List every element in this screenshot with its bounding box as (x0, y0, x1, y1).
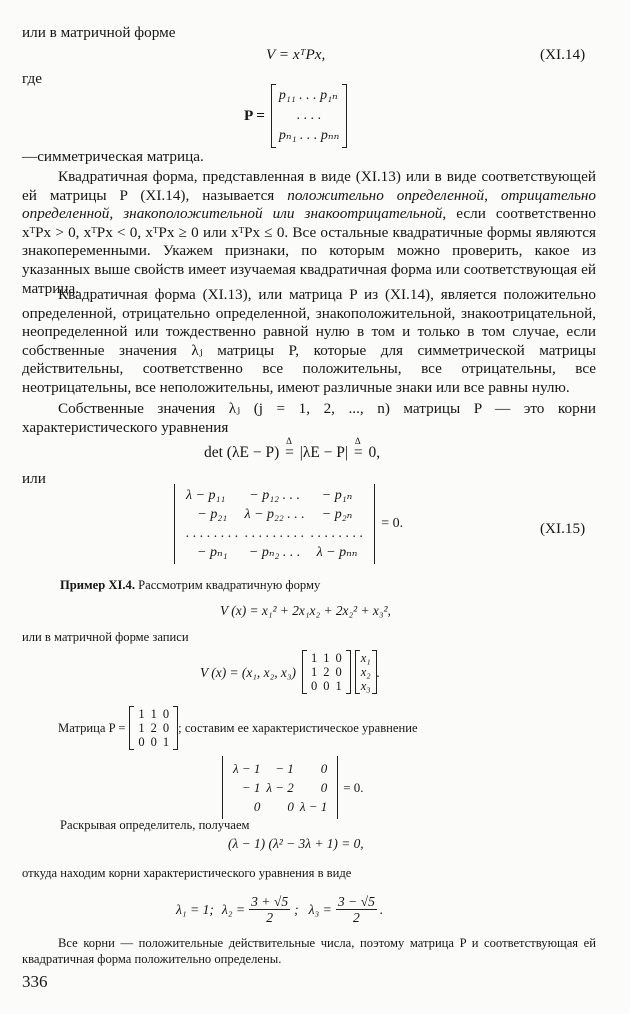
paragraph-text: Квадратичная форма, представленная в виде (XI.13) или в виде соответствующей ей матрицы P (XI.14), называется (22, 168, 596, 204)
det-cell: λ − 1 (299, 799, 328, 814)
delta-mark: Δ (286, 436, 292, 446)
end-dot: . (376, 664, 380, 680)
end-dot: . (379, 902, 384, 917)
matrix-cell: 1 (323, 651, 330, 665)
vector-entry: x₃ (360, 679, 371, 693)
matrix-cell: 0 (162, 707, 170, 721)
det-cell: λ − pₙₙ (316, 545, 358, 560)
matrix-p-line (58, 706, 418, 750)
example-heading-text: Рассмотрим квадратичную форму (138, 578, 321, 592)
equation-xi14: V = xᵀPx, (266, 46, 326, 63)
det-cell: λ − 1 (233, 761, 261, 776)
matrix-cell: 2 (150, 721, 157, 735)
det-cell: − pₙ₂ . . . (248, 545, 301, 560)
vx-lhs: V (x) = (x₁, x₂, x₃) (200, 664, 296, 680)
equation-label-xi15: (XI.15) (540, 520, 586, 537)
determinant-bars (222, 756, 338, 819)
determinant-bars (174, 484, 375, 564)
equation-label-xi14: (XI.14) (540, 46, 586, 63)
determinant-row (183, 524, 366, 543)
p-matrix-definition (244, 84, 347, 148)
det-equals-zero: = 0. (343, 780, 364, 795)
matrix-cell: 1 (138, 721, 145, 735)
p-matrix-row: p₁₁ . . . p₁ₙ (278, 88, 338, 103)
matrix-cell: 2 (323, 665, 330, 679)
equals-sign: = (353, 444, 363, 461)
matrix-table (308, 651, 345, 693)
det-cell: . . . . . . . . (186, 526, 239, 541)
paragraph-eigenvalues: Собственные значения λⱼ (j = 1, 2, ..., n) матрицы P — это корни характеристического уравнения (22, 400, 596, 436)
matrix-cell: 0 (162, 721, 170, 735)
matrix-row (308, 651, 345, 665)
matrix-cell: 1 (138, 707, 145, 721)
delta-mark: Δ (354, 436, 361, 446)
root-3-lhs: λ₃ = (308, 902, 332, 917)
root-3-fraction (336, 894, 377, 925)
example-heading-line (60, 578, 320, 593)
matrix-p-label: Матрица P = (58, 720, 126, 735)
determinant-row (231, 779, 329, 796)
matrix-row (308, 679, 345, 693)
vector-entry: x₁ (360, 651, 371, 665)
characteristic-equation (204, 436, 381, 462)
italic-terms: положительно определенной, отрицательно определенной, знакоположительной или знакоотрицательной, (22, 186, 596, 223)
example-heading: Пример XI.4. (60, 578, 135, 592)
expanding-text: Раскрывая определитель, получаем (60, 818, 250, 832)
where-word: где (22, 70, 42, 87)
det-cell: − 1 (241, 780, 261, 795)
det-lhs: det (λE − P) (204, 444, 280, 461)
whence-text: откуда находим корни характеристического уравнения в виде (22, 866, 352, 880)
determinant-row (183, 543, 366, 562)
matrix-cell: 0 (150, 735, 157, 749)
matrix-form-equation (200, 650, 380, 694)
root-3-denominator: 2 (352, 910, 360, 925)
det-cell: . . . . . . . . (310, 526, 364, 541)
det-mid: |λE − P| (299, 444, 349, 461)
determinant-row (183, 486, 366, 505)
determinant-row (183, 505, 366, 524)
matrix-cell: 0 (323, 679, 330, 693)
page-number: 336 (22, 972, 48, 991)
root-1: λ₁ = 1; (176, 902, 214, 917)
det-cell: λ − 2 (266, 780, 294, 795)
det-cell: − p₂₁ (197, 507, 228, 522)
matrix-p (129, 706, 178, 750)
det-cell: − p₁₂ . . . (249, 488, 300, 503)
matrix-form-intro: или в матричной форме (22, 24, 176, 41)
det-cell: λ − p₁₁ (186, 488, 226, 503)
determinant-row (231, 760, 329, 777)
quadratic-form-example: V (x) = x₁² + 2x₁x₂ + 2x₂² + x₃², (220, 603, 391, 618)
matrix-row (308, 665, 345, 679)
paragraph-text: если соответственно xᵀPx > 0, xᵀPx < 0, xᵀPx ≥ 0 или xᵀPx ≤ 0. Все остальные квадратичные формы являются знакопеременными. Укажем признаки, по которым можно проверить, какое из указанных выше свойств имеет изучаемая квадратичная форма или соответствующая ей матрица. (22, 205, 596, 297)
vector-entry: x₂ (360, 665, 371, 679)
or-word: или (22, 470, 46, 487)
p-matrix-row: . . . . (296, 108, 322, 123)
p-label: P = (244, 107, 265, 124)
matrix-cell: 1 (335, 679, 342, 693)
root-2-numerator: 3 + √5 (251, 894, 289, 909)
root-separator: ; (294, 902, 299, 917)
det-cell: 0 (320, 780, 328, 795)
det-rhs: 0, (368, 444, 381, 461)
matrix-row (135, 721, 172, 735)
det-cell: 0 (287, 799, 294, 814)
equals-sign: = (285, 444, 294, 461)
matrix-form-record: или в матричной форме записи (22, 630, 189, 644)
matrix-row (135, 707, 172, 721)
det-cell: λ − p₂₂ . . . (244, 507, 305, 522)
root-2-lhs: λ₂ = (221, 902, 246, 917)
matrix-p-text: ; составим ее характеристическое уравнение (178, 720, 418, 735)
det-equals-zero: = 0. (381, 516, 404, 531)
determinant-table (183, 486, 366, 562)
det-cell: − p₂ₙ (321, 507, 353, 522)
det-cell: − 1 (275, 761, 294, 776)
det-cell: . . . . . . . . . (244, 526, 305, 541)
p-matrix-row: pₙ₁ . . . pₙₙ (278, 128, 340, 143)
paragraph-definitions (22, 168, 596, 298)
symmetric-text: —симметрическая матрица. (22, 148, 204, 165)
root-3-numerator: 3 − √5 (337, 894, 375, 909)
conclusion-text: Все корни — положительные действительные числа, поэтому матрица P и соответствующая ей квадратичная форма положительно определены. (22, 936, 596, 966)
roots-line (176, 894, 383, 925)
p-matrix (271, 84, 347, 148)
root-2-denominator: 2 (266, 910, 274, 925)
matrix-cell: 1 (310, 665, 318, 679)
characteristic-polynomial: (λ − 1) (λ² − 3λ + 1) = 0, (228, 836, 364, 851)
matrix-cell: 0 (335, 651, 342, 665)
matrix-table (135, 707, 172, 749)
matrix-cell: 0 (335, 665, 342, 679)
determinant-table (229, 758, 331, 817)
root-2-fraction (249, 894, 290, 925)
matrix-cell: 0 (138, 735, 145, 749)
coefficient-matrix (302, 650, 351, 694)
matrix-row (135, 735, 172, 749)
det-cell: − pₙ₁ (197, 545, 228, 560)
det-cell: 0 (320, 761, 328, 776)
determinant-xi15 (174, 484, 403, 564)
matrix-cell: 1 (162, 735, 170, 749)
matrix-cell: 1 (310, 651, 318, 665)
x-vector (355, 650, 377, 694)
characteristic-determinant (222, 756, 364, 819)
matrix-cell: 1 (150, 707, 157, 721)
paragraph-criteria: Квадратичная форма (XI.13), или матрица P из (XI.14), является положительно определенной, отрицательно определенной, знакоположительной, знакоотрицательной, неопределенной или тождественно равной нулю в том и только в том случае, если собственные значения λⱼ матрицы P, которые для симметрической матрицы действительны, соответственно все положительны, все отрицательны, все неотрицательны, все неположительны, имеют различные знаки или все равны нулю. (22, 286, 596, 396)
det-cell: 0 (253, 799, 261, 814)
determinant-row (231, 798, 329, 815)
matrix-cell: 0 (310, 679, 318, 693)
det-cell: − p₁ₙ (321, 488, 353, 503)
